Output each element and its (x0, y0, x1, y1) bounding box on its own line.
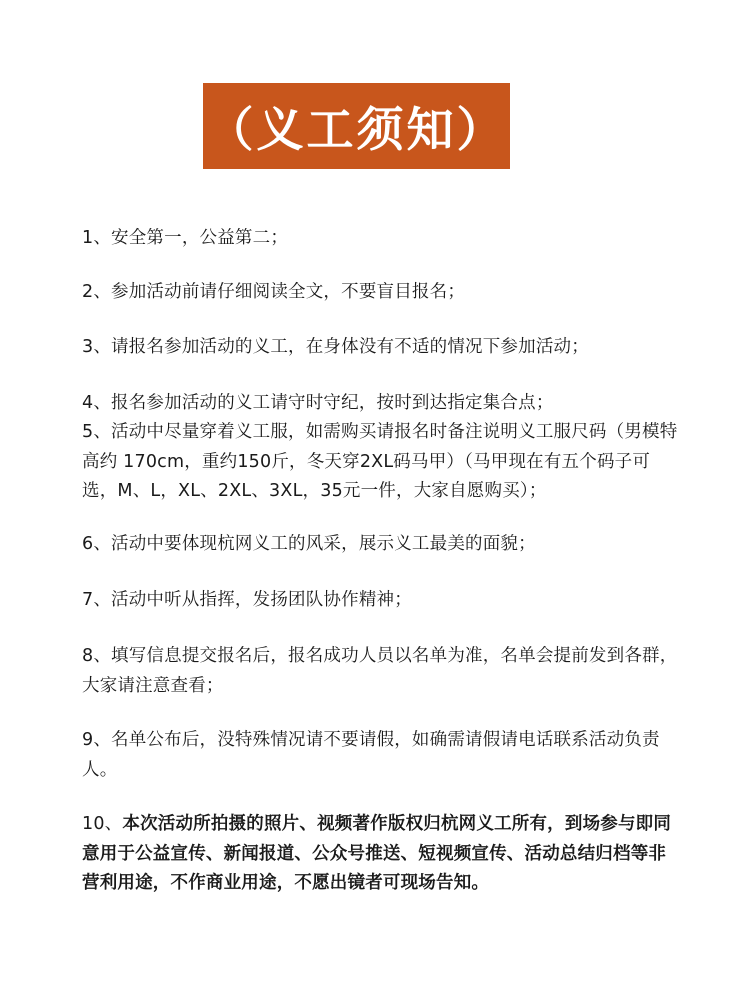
rule-item: 5、活动中尽量穿着义工服，如需购买请报名时备注说明义工服尺码（男模特高约 170cm，重约150斤，冬天穿2XL码马甲）（马甲现在有五个码子可选，M、L，XL、2XL、3XL，35元一件，大家自愿购买）； (82, 422, 678, 501)
rule-item: 2、参加活动前请仔细阅读全文，不要盲目报名； (82, 282, 466, 302)
rule-item: 3、请报名参加活动的义工，在身体没有不适的情况下参加活动； (82, 337, 589, 357)
rule-item: 4、报名参加活动的义工请守时守纪，按时到达指定集合点； (82, 393, 554, 413)
rule-item: 1、安全第一，公益第二； (82, 228, 289, 248)
rule-item: 8、填写信息提交报名后，报名成功人员以名单为准，名单会提前发到各群，大家请注意查看； (82, 646, 678, 696)
rule-item: 7、活动中听从指挥，发扬团队协作精神； (82, 590, 412, 610)
page-title: （义工须知） (206, 102, 507, 158)
rule-number: 10、 (82, 814, 123, 834)
rule-item: 6、活动中要体现杭网义工的风采，展示义工最美的面貌； (82, 534, 536, 554)
title-banner (203, 83, 510, 169)
rule-item: 9、名单公布后，没特殊情况请不要请假，如确需请假请电话联系活动负责人。 (82, 730, 660, 780)
rule-item-copyright (82, 810, 682, 899)
rule-copyright-text: 本次活动所拍摄的照片、视频著作版权归杭网义工所有，到场参与即同意用于公益宣传、新闻报道、公众号推送、短视频宣传、活动总结归档等非营利用途，不作商业用途，不愿出镜者可现场告知。 (82, 814, 672, 893)
